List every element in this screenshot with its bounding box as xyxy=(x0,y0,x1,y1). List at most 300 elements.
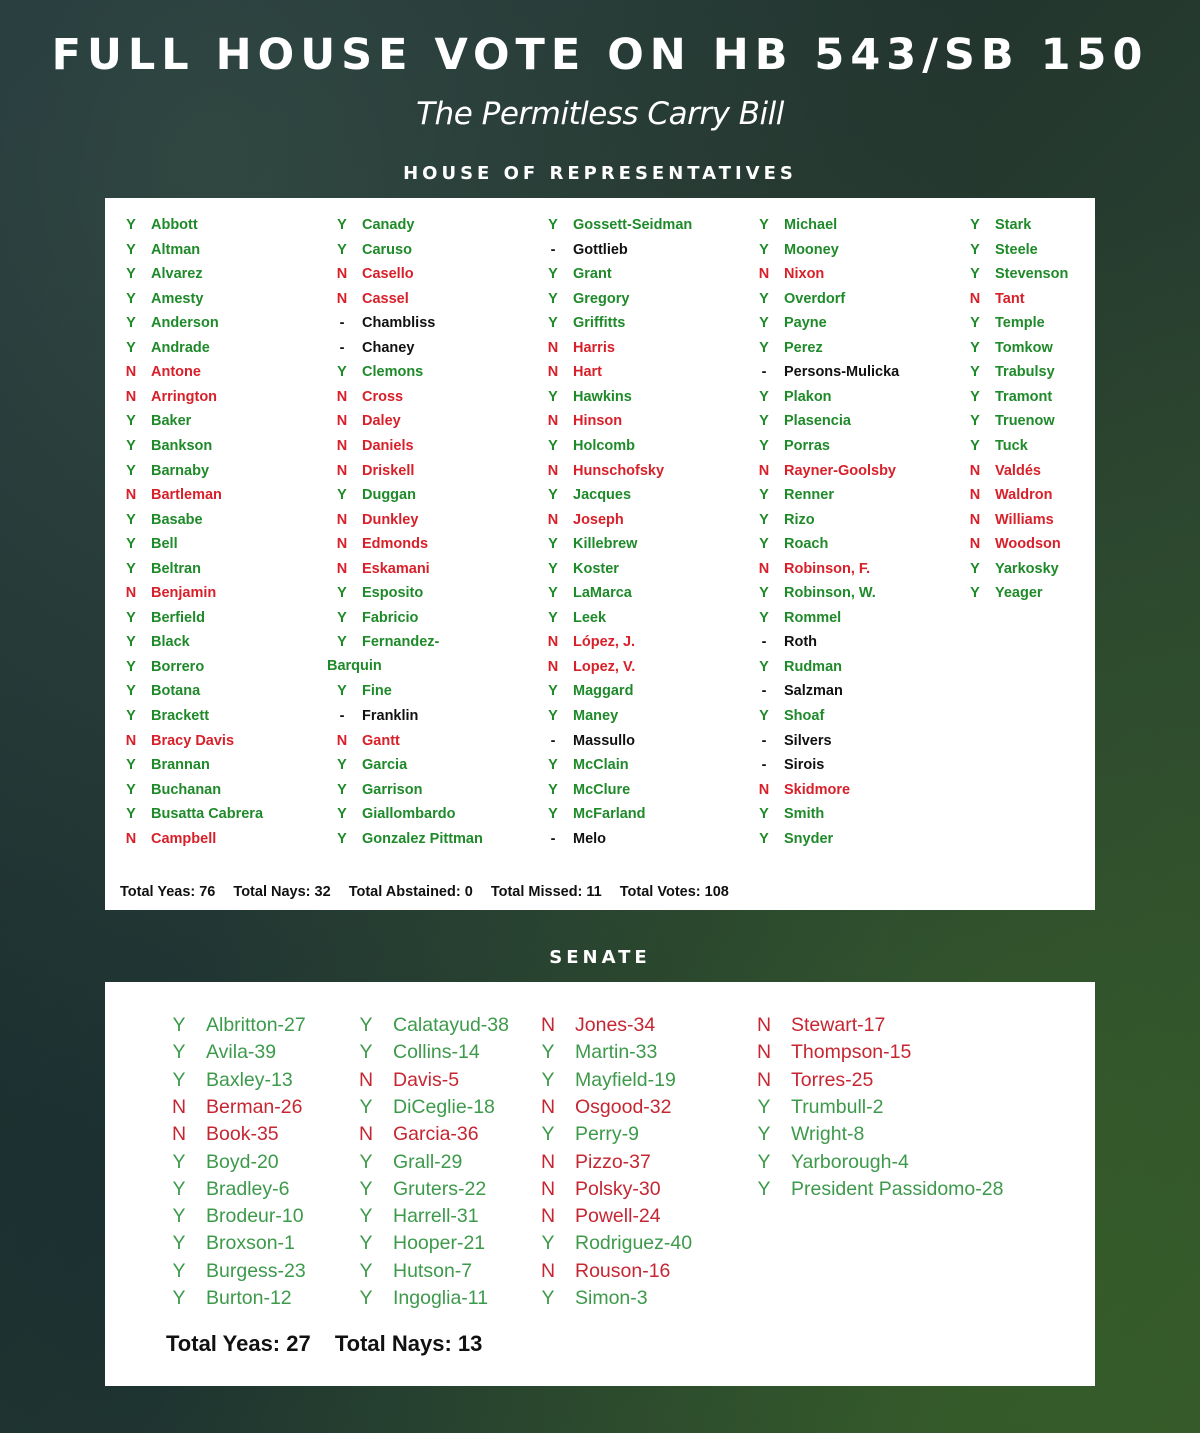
member-vote: N xyxy=(758,266,770,283)
member-vote: Y xyxy=(548,315,558,332)
member-name: Baker xyxy=(151,413,192,430)
house-vote-panel xyxy=(105,198,1095,910)
member-vote: Y xyxy=(759,708,769,724)
member-name: Killebrew xyxy=(573,536,638,553)
senator-name: Hooper-21 xyxy=(393,1232,486,1255)
senator-vote: Y xyxy=(359,1177,373,1200)
member-name: Temple xyxy=(995,315,1045,332)
senator-name: Trumbull-2 xyxy=(791,1095,884,1118)
member-vote: N xyxy=(547,658,559,675)
senator-vote: Y xyxy=(172,1041,186,1064)
member-name: Gonzalez Pittman xyxy=(362,830,483,847)
senator-vote: Y xyxy=(541,1287,555,1309)
member-vote: Y xyxy=(548,536,558,553)
member-vote: Y xyxy=(337,241,347,258)
member-vote: Y xyxy=(759,413,769,430)
senator-name: Avila-39 xyxy=(206,1041,277,1064)
member-name: Antone xyxy=(151,364,201,381)
member-name: Fernandez- xyxy=(362,634,440,651)
senator-name: Grall-29 xyxy=(393,1150,463,1173)
member-vote: Y xyxy=(337,217,347,233)
member-vote: N xyxy=(758,781,770,798)
senator-name: Stewart-17 xyxy=(791,1014,886,1036)
member-name: Michael xyxy=(784,217,838,233)
member-name: Shoaf xyxy=(784,708,825,724)
member-vote: Y xyxy=(126,634,136,651)
member-vote: N xyxy=(336,290,348,307)
member-name: Tramont xyxy=(995,388,1053,405)
senator-vote: Y xyxy=(172,1177,186,1200)
member-name: Fine xyxy=(362,683,392,700)
member-vote: Y xyxy=(970,437,980,454)
senator-name: Garcia-36 xyxy=(393,1123,479,1146)
member-vote: N xyxy=(969,487,981,504)
member-name: Black xyxy=(151,634,190,651)
member-vote: N xyxy=(336,388,348,405)
member-vote: Y xyxy=(548,757,558,774)
senator-name: DiCeglie-18 xyxy=(393,1095,495,1118)
member-vote: Y xyxy=(337,781,347,798)
senator-vote: Y xyxy=(359,1095,373,1118)
member-vote: Y xyxy=(126,806,136,823)
senator-name: Rouson-16 xyxy=(575,1259,671,1282)
member-vote: Y xyxy=(126,413,136,430)
member-vote: Y xyxy=(126,266,136,283)
senate-total-yeas: Total Yeas: 27 xyxy=(166,1331,311,1356)
senator-name: Pizzo-37 xyxy=(575,1150,651,1173)
member-name: Caruso xyxy=(362,241,412,258)
member-name: López, J. xyxy=(573,634,636,651)
member-vote: Y xyxy=(337,585,347,602)
member-name: Franklin xyxy=(362,708,419,724)
senator-vote: N xyxy=(540,1014,556,1036)
member-name: Valdés xyxy=(995,462,1041,479)
senator-vote: Y xyxy=(172,1014,186,1036)
member-vote: Y xyxy=(548,585,558,602)
house-total-votes: Total Votes: 108 xyxy=(619,884,729,900)
member-vote: Y xyxy=(970,364,980,381)
member-vote: Y xyxy=(759,388,769,405)
member-name: Abbott xyxy=(151,217,198,233)
member-name: Snyder xyxy=(784,830,834,847)
member-name: Hawkins xyxy=(573,388,632,405)
member-name: Fabricio xyxy=(362,609,419,626)
member-name: Porras xyxy=(784,437,830,454)
senator-name: Mayfield-19 xyxy=(575,1068,676,1091)
member-name: Maggard xyxy=(573,683,634,700)
senator-name: Ingoglia-11 xyxy=(393,1287,489,1309)
senator-name: Thompson-15 xyxy=(791,1041,912,1064)
member-name: Eskamani xyxy=(362,560,430,577)
senator-vote: Y xyxy=(757,1123,771,1146)
member-vote: Y xyxy=(548,560,558,577)
member-name: Sirois xyxy=(784,757,825,774)
member-name: Esposito xyxy=(362,585,424,602)
member-vote: Y xyxy=(970,339,980,356)
senator-name: Calatayud-38 xyxy=(393,1014,509,1036)
member-vote: N xyxy=(758,462,770,479)
member-vote: Y xyxy=(759,290,769,307)
member-vote: N xyxy=(125,388,137,405)
member-vote: Y xyxy=(970,241,980,258)
member-vote: - xyxy=(339,339,345,356)
member-name: Edmonds xyxy=(362,536,429,553)
member-vote: Y xyxy=(126,683,136,700)
member-name: Nixon xyxy=(784,266,825,283)
member-vote: N xyxy=(336,413,348,430)
senator-name: Boyd-20 xyxy=(206,1150,279,1173)
member-vote: Y xyxy=(548,388,558,405)
member-vote: Y xyxy=(759,806,769,823)
member-vote: N xyxy=(336,560,348,577)
member-name: Truenow xyxy=(995,413,1055,430)
member-name: Dunkley xyxy=(362,511,419,528)
member-name: Waldron xyxy=(995,487,1053,504)
member-name: Robinson, F. xyxy=(784,560,871,577)
member-vote: N xyxy=(336,462,348,479)
member-name: Plasencia xyxy=(784,413,851,430)
member-name: Robinson, W. xyxy=(784,585,876,602)
member-name: Koster xyxy=(573,560,619,577)
member-vote: Y xyxy=(970,560,980,577)
member-vote: Y xyxy=(970,585,980,602)
member-vote: N xyxy=(336,266,348,283)
member-vote: N xyxy=(547,462,559,479)
member-name: Driskell xyxy=(362,462,415,479)
member-vote: Y xyxy=(759,217,769,233)
member-name: Stevenson xyxy=(995,266,1069,283)
house-total-yeas: Total Yeas: 76 xyxy=(120,884,216,900)
senator-vote: N xyxy=(540,1177,556,1200)
member-name: Payne xyxy=(784,315,827,332)
house-total-missed: Total Missed: 11 xyxy=(490,884,602,900)
member-vote: Y xyxy=(126,290,136,307)
member-name: Silvers xyxy=(784,732,832,749)
member-vote: - xyxy=(550,830,556,847)
senator-name: Torres-25 xyxy=(791,1068,874,1091)
member-name: Williams xyxy=(995,511,1054,528)
member-name: Gossett-Seidman xyxy=(573,217,693,233)
member-name: Andrade xyxy=(151,339,210,356)
member-name: Borrero xyxy=(151,658,205,675)
member-name: Tomkow xyxy=(995,339,1053,356)
member-name: Benjamin xyxy=(151,585,217,602)
senator-vote: Y xyxy=(757,1177,771,1200)
senator-vote: Y xyxy=(172,1150,186,1173)
member-vote: Y xyxy=(337,830,347,847)
member-vote: Y xyxy=(759,658,769,675)
senator-name: Gruters-22 xyxy=(393,1177,487,1200)
senator-vote: N xyxy=(540,1205,556,1228)
member-vote: Y xyxy=(759,339,769,356)
member-name: Hinson xyxy=(573,413,623,430)
member-vote: Y xyxy=(759,511,769,528)
member-vote: Y xyxy=(126,708,136,724)
member-name: Chaney xyxy=(362,339,415,356)
member-name: Roach xyxy=(784,536,829,553)
member-vote: N xyxy=(125,487,137,504)
member-name: Perez xyxy=(784,339,823,356)
senator-vote: N xyxy=(756,1014,772,1036)
member-name: Amesty xyxy=(151,290,204,307)
member-name: Botana xyxy=(151,683,201,700)
member-name: Persons-Mulicka xyxy=(784,364,900,381)
member-vote: Y xyxy=(126,315,136,332)
senator-vote: Y xyxy=(359,1014,373,1036)
member-vote: Y xyxy=(759,315,769,332)
senator-vote: N xyxy=(756,1068,772,1091)
member-name: Garcia xyxy=(362,757,408,774)
senator-name: Davis-5 xyxy=(393,1068,460,1091)
member-name: Maney xyxy=(573,708,619,724)
member-vote: Y xyxy=(548,290,558,307)
member-vote: Y xyxy=(548,708,558,724)
member-vote: Y xyxy=(970,388,980,405)
senator-vote: Y xyxy=(172,1068,186,1091)
member-name: Rudman xyxy=(784,658,842,675)
member-name: Bankson xyxy=(151,437,213,454)
senator-vote: N xyxy=(358,1068,374,1091)
member-vote: Y xyxy=(126,511,136,528)
senate-total-nays: Total Nays: 13 xyxy=(334,1331,483,1356)
senator-name: Burgess-23 xyxy=(206,1259,306,1282)
member-name: Bartleman xyxy=(151,487,222,504)
member-vote: Y xyxy=(126,437,136,454)
member-name: Daniels xyxy=(362,437,414,454)
member-vote: N xyxy=(969,290,981,307)
member-vote: N xyxy=(758,560,770,577)
member-vote: Y xyxy=(970,315,980,332)
member-vote: N xyxy=(969,511,981,528)
member-name-continuation: Barquin xyxy=(327,657,382,674)
senator-name: Harrell-31 xyxy=(393,1205,479,1228)
member-name: Skidmore xyxy=(784,781,851,798)
member-name: Gregory xyxy=(573,290,630,307)
senator-name: Collins-14 xyxy=(393,1041,480,1064)
senator-vote: N xyxy=(358,1123,374,1146)
member-name: Tant xyxy=(995,290,1025,307)
member-name: Arrington xyxy=(151,388,218,405)
member-vote: Y xyxy=(548,609,558,626)
member-vote: Y xyxy=(126,462,136,479)
senator-name: Book-35 xyxy=(206,1123,279,1146)
member-name: Chambliss xyxy=(362,315,436,332)
senator-vote: Y xyxy=(359,1259,373,1282)
member-name: Mooney xyxy=(784,241,839,258)
senator-name: Jones-34 xyxy=(575,1014,656,1036)
member-vote: - xyxy=(761,732,767,749)
member-name: Daley xyxy=(362,413,401,430)
member-vote: Y xyxy=(970,217,980,233)
senator-vote: Y xyxy=(757,1095,771,1118)
member-name: Buchanan xyxy=(151,781,222,798)
senate-totals xyxy=(166,1330,500,1358)
member-name: Lopez, V. xyxy=(573,658,636,675)
member-name: Bell xyxy=(151,536,178,553)
senator-vote: Y xyxy=(757,1150,771,1173)
senator-vote: Y xyxy=(541,1041,555,1064)
senator-vote: Y xyxy=(359,1287,373,1309)
senate-vote-panel xyxy=(105,982,1095,1386)
member-name: Holcomb xyxy=(573,437,636,454)
member-vote: Y xyxy=(759,830,769,847)
member-name: McClure xyxy=(573,781,631,798)
member-name: Harris xyxy=(573,339,615,356)
member-name: Basabe xyxy=(151,511,203,528)
senator-vote: Y xyxy=(359,1041,373,1064)
member-vote: Y xyxy=(970,266,980,283)
senator-name: Berman-26 xyxy=(206,1095,303,1118)
member-name: Rayner-Goolsby xyxy=(784,462,896,479)
senator-name: Polsky-30 xyxy=(575,1177,661,1200)
member-name: Casello xyxy=(362,266,414,283)
member-vote: Y xyxy=(548,437,558,454)
member-name: Gantt xyxy=(362,732,400,749)
senator-name: Perry-9 xyxy=(575,1123,639,1146)
house-totals xyxy=(120,882,743,902)
member-name: Cassel xyxy=(362,290,409,307)
member-vote: Y xyxy=(126,536,136,553)
senator-vote: Y xyxy=(541,1068,555,1091)
member-vote: - xyxy=(339,315,345,332)
senator-name: Bradley-6 xyxy=(206,1177,290,1200)
member-name: Steele xyxy=(995,241,1038,258)
member-vote: - xyxy=(550,732,556,749)
member-name: Busatta Cabrera xyxy=(151,806,264,823)
member-vote: Y xyxy=(759,487,769,504)
member-name: Cross xyxy=(362,388,404,405)
member-vote: N xyxy=(547,634,559,651)
member-name: Bracy Davis xyxy=(151,732,235,749)
senator-vote: N xyxy=(171,1095,187,1118)
member-vote: N xyxy=(547,413,559,430)
member-name: Griffitts xyxy=(573,315,626,332)
senator-name: Yarborough-4 xyxy=(791,1150,909,1173)
member-name: Yarkosky xyxy=(995,560,1059,577)
member-vote: Y xyxy=(126,609,136,626)
member-vote: - xyxy=(761,683,767,700)
house-total-nays: Total Nays: 32 xyxy=(233,884,331,900)
member-vote: Y xyxy=(126,560,136,577)
member-name: Anderson xyxy=(151,315,219,332)
member-vote: N xyxy=(125,732,137,749)
member-name: Rommel xyxy=(784,609,842,626)
page-subtitle: The Permitless Carry Bill xyxy=(416,96,784,132)
member-name: Garrison xyxy=(362,781,423,798)
member-name: Massullo xyxy=(573,732,636,749)
member-name: Beltran xyxy=(151,560,201,577)
senator-name: Martin-33 xyxy=(575,1041,658,1064)
member-name: Renner xyxy=(784,487,834,504)
member-name: Alvarez xyxy=(151,266,203,283)
member-name: Grant xyxy=(573,266,612,283)
member-name: Trabulsy xyxy=(995,364,1055,381)
member-name: Woodson xyxy=(995,536,1061,553)
senator-vote: Y xyxy=(541,1123,555,1146)
senator-vote: N xyxy=(756,1041,772,1064)
member-name: Stark xyxy=(995,217,1032,233)
member-vote: Y xyxy=(126,339,136,356)
member-name: Duggan xyxy=(362,487,416,504)
member-vote: Y xyxy=(126,217,136,233)
member-name: Campbell xyxy=(151,830,217,847)
member-name: Hunschofsky xyxy=(573,462,665,479)
senator-name: Burton-12 xyxy=(206,1287,292,1309)
member-vote: Y xyxy=(548,806,558,823)
member-name: Roth xyxy=(784,634,818,651)
member-vote: Y xyxy=(548,217,558,233)
member-name: Melo xyxy=(573,830,607,847)
senator-vote: N xyxy=(540,1095,556,1118)
member-vote: Y xyxy=(759,536,769,553)
member-vote: - xyxy=(761,364,767,381)
member-name: Joseph xyxy=(573,511,624,528)
senator-name: Wright-8 xyxy=(791,1123,865,1146)
member-vote: - xyxy=(761,634,767,651)
senator-vote: Y xyxy=(359,1205,373,1228)
senator-name: Albritton-27 xyxy=(206,1014,306,1036)
member-vote: N xyxy=(336,732,348,749)
senator-name: Rodriguez-40 xyxy=(575,1232,693,1255)
member-vote: Y xyxy=(548,683,558,700)
member-name: McFarland xyxy=(573,806,646,823)
member-name: McClain xyxy=(573,757,629,774)
senator-vote: Y xyxy=(172,1232,186,1255)
senator-name: President Passidomo-28 xyxy=(791,1177,1004,1200)
member-vote: - xyxy=(761,757,767,774)
member-vote: Y xyxy=(970,413,980,430)
member-vote: N xyxy=(547,339,559,356)
member-vote: Y xyxy=(759,437,769,454)
member-vote: N xyxy=(125,364,137,381)
member-name: Jacques xyxy=(573,487,632,504)
member-name: Brannan xyxy=(151,757,210,774)
member-vote: N xyxy=(125,830,137,847)
member-vote: Y xyxy=(548,781,558,798)
member-vote: Y xyxy=(337,806,347,823)
member-name: Smith xyxy=(784,806,825,823)
senator-name: Powell-24 xyxy=(575,1205,661,1228)
member-name: Barnaby xyxy=(151,462,210,479)
member-name: Plakon xyxy=(784,388,832,405)
member-vote: Y xyxy=(337,634,347,651)
member-vote: N xyxy=(336,536,348,553)
member-vote: Y xyxy=(759,241,769,258)
member-vote: N xyxy=(336,437,348,454)
member-name: Brackett xyxy=(151,708,210,724)
member-vote: Y xyxy=(759,609,769,626)
member-name: Berfield xyxy=(151,609,205,626)
member-name: Overdorf xyxy=(784,290,846,307)
member-vote: N xyxy=(969,536,981,553)
senator-name: Simon-3 xyxy=(575,1287,648,1309)
senate-heading: SENATE xyxy=(549,947,651,968)
senator-vote: N xyxy=(540,1259,556,1282)
member-vote: N xyxy=(547,364,559,381)
member-vote: N xyxy=(547,511,559,528)
senator-vote: N xyxy=(540,1150,556,1173)
member-vote: Y xyxy=(337,683,347,700)
member-name: Altman xyxy=(151,241,201,258)
member-vote: Y xyxy=(126,781,136,798)
member-name: Rizo xyxy=(784,511,815,528)
member-name: Canady xyxy=(362,217,415,233)
member-vote: Y xyxy=(126,658,136,675)
member-vote: - xyxy=(550,241,556,258)
senator-vote: N xyxy=(171,1123,187,1146)
member-vote: Y xyxy=(759,585,769,602)
senator-vote: Y xyxy=(172,1205,186,1228)
